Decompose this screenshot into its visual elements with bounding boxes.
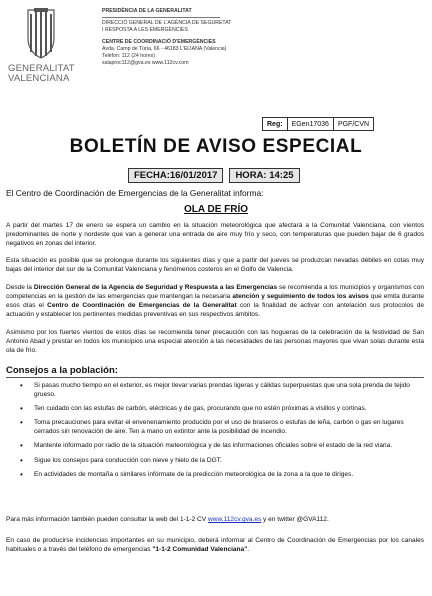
- header-org-line: PRESIDÈNCIA DE LA GENERALITAT: [102, 8, 192, 14]
- advice-item: [20, 441, 420, 450]
- header-centre-line: Telèfon: 112 (24 hores): [102, 53, 155, 60]
- generalitat-shield-icon: [24, 8, 58, 60]
- logo-line-1: GENERALITAT: [8, 63, 75, 74]
- more-info-text: Para más información también pueden consultar la web del 1-1-2 CV: [6, 516, 208, 523]
- reg-code: EGen17036: [287, 118, 333, 131]
- paragraph-1: A partir del martes 17 de enero se espera un cambio en la situación meteorológica que afectará a la Comunitat Valenciana, con vientos predominantes de norte y nordeste que van a generar una entrada de aire muy frío y seco, con temperaturas que pueden bajar de 6 grados negativos en zonas del interior.: [6, 222, 424, 248]
- closing-paragraph: [6, 536, 424, 554]
- advice-text: Ten cuidado con las estufas de carbón, eléctricas y de gas, procurando que no estén próximas a visillos y cortinas.: [34, 405, 367, 413]
- p3-bold-attention: atención y seguimiento de todos los avisos: [232, 293, 369, 301]
- advice-text: Sigue los consejos para conducción con nieve y hielo de la DGT.: [34, 456, 222, 464]
- header-divider: [102, 17, 220, 18]
- advice-item: [20, 381, 420, 399]
- closing-bold-phone: "1-1-2 Comunidad Valenciana": [152, 546, 248, 554]
- page-title: BOLETÍN DE AVISO ESPECIAL: [69, 136, 363, 157]
- more-info: [6, 515, 424, 524]
- generalitat-logo: [6, 8, 78, 92]
- header-org-line: I RESPOSTA A LES EMERGÈNCIES: [102, 27, 188, 34]
- closing-text: En caso de producirse incidencias importantes en su municipio, deberá informar al Centro de Coordinación de Emergencias por los canales habituales o a través del teléfono de emergencias: [6, 537, 424, 554]
- website-link[interactable]: www.112cv.gva.es: [207, 516, 262, 523]
- advice-item: [20, 456, 420, 465]
- advice-item: [20, 418, 420, 436]
- header-org-line: DIRECCIÓ GENERAL DE L'AGÈNCIA DE SEGURETAT: [102, 20, 232, 27]
- registration-table: [262, 117, 374, 131]
- p3-text: Desde la: [6, 284, 34, 291]
- advice-text: Mantente informado por radio de la situación meteorológica y de las informaciones oficiales sobre el estado de la red viaria.: [34, 442, 393, 450]
- advice-item: [20, 404, 420, 413]
- closing-tail: .: [247, 546, 250, 554]
- bullet-icon: •: [20, 441, 23, 451]
- p3-text: se recomienda a los municipios y organismos con competencias en la gestión de las emergencias que mantengan la necesaria: [6, 284, 424, 301]
- p3-bold-centre: Centro de Coordinación de Emergencias de la Generalitat: [47, 302, 237, 310]
- reg-label: Reg:: [263, 118, 288, 131]
- p3-bold-agency: Dirección General de la Agencia de Seguridad y Respuesta a las Emergencias: [33, 284, 278, 291]
- header-centre-line: salaproc112@gva.es www.112cv.com: [102, 60, 189, 67]
- date-field: FECHA:16/01/2017: [129, 169, 223, 183]
- header-centre-line: CENTRE DE COORDINACIÓ D'EMERGÈNCIES: [102, 38, 216, 45]
- header-centre-line: Avda. Camp de Túria, 66 - 46183 L'ELIANA (Valencia): [102, 45, 227, 52]
- more-info-tail: y en twitter @GVA112.: [261, 516, 329, 523]
- time-field: HORA: 14:25: [230, 169, 299, 183]
- header-info: [102, 8, 252, 67]
- advice-item: [20, 470, 420, 479]
- advice-list: [20, 381, 420, 484]
- advice-heading: Consejos a la población:: [6, 365, 118, 376]
- advice-text: Si pasas mucho tiempo en el exterior, es mejor llevar varias prendas ligeras y cálidas superpuestas que una sola prenda de tejido grueso.: [34, 382, 410, 399]
- bullet-icon: •: [20, 469, 23, 479]
- bullet-icon: •: [20, 381, 23, 390]
- p3-text: que emita durante esos días el: [6, 293, 424, 310]
- reg-dept: PGF/CVN: [333, 118, 373, 131]
- date-time-gap: [223, 169, 230, 183]
- paragraph-2: Esta situación es posible que se prolongue durante los siguientes días y que a partir del jueves se produzcan nevadas débiles en cotas muy bajas del interior del sur de la Comunitat Valenciana y fenómenos costeros en el Golfo de Valencia.: [6, 257, 424, 274]
- bullet-icon: •: [20, 455, 23, 465]
- paragraph-3: [6, 283, 424, 319]
- alert-heading: OLA DE FRÍO: [183, 204, 249, 215]
- advice-text: En actividades de montaña o similares infórmate de la predicción meteorológica de la zona a la que te diriges.: [34, 470, 354, 478]
- logo-line-2: VALENCIANA: [8, 73, 70, 84]
- paragraph-4: Asimismo por los fuertes vientos de estos días se recomienda tener precaución con las hogueras de la celebración de la festividad de San Antonio Abad y prestar en todos los municipios una especial atención a las necesidades de las personas mayores que vivan solas durante esta ola de frío.: [6, 329, 424, 355]
- date-time-box: [128, 168, 300, 183]
- bullet-icon: •: [20, 404, 23, 414]
- advice-divider: [6, 377, 424, 378]
- bullet-icon: •: [20, 418, 23, 428]
- intro-text: El Centro de Coordinación de Emergencias de la Generalitat informa:: [6, 188, 264, 198]
- p3-text: con la finalidad de activar con antelación sus protocolos de actuación y establecer los pertinentes medidas preventivas en sus respectivos ámbitos.: [6, 302, 424, 319]
- advice-text: Toma precauciones para evitar el envenenamiento producido por el uso de braseros o estufas de leña, carbón o gas en lugares cerrados sin renovación de aire. Ten a mano un extintor ante la posibilidad de incendio.: [34, 419, 404, 436]
